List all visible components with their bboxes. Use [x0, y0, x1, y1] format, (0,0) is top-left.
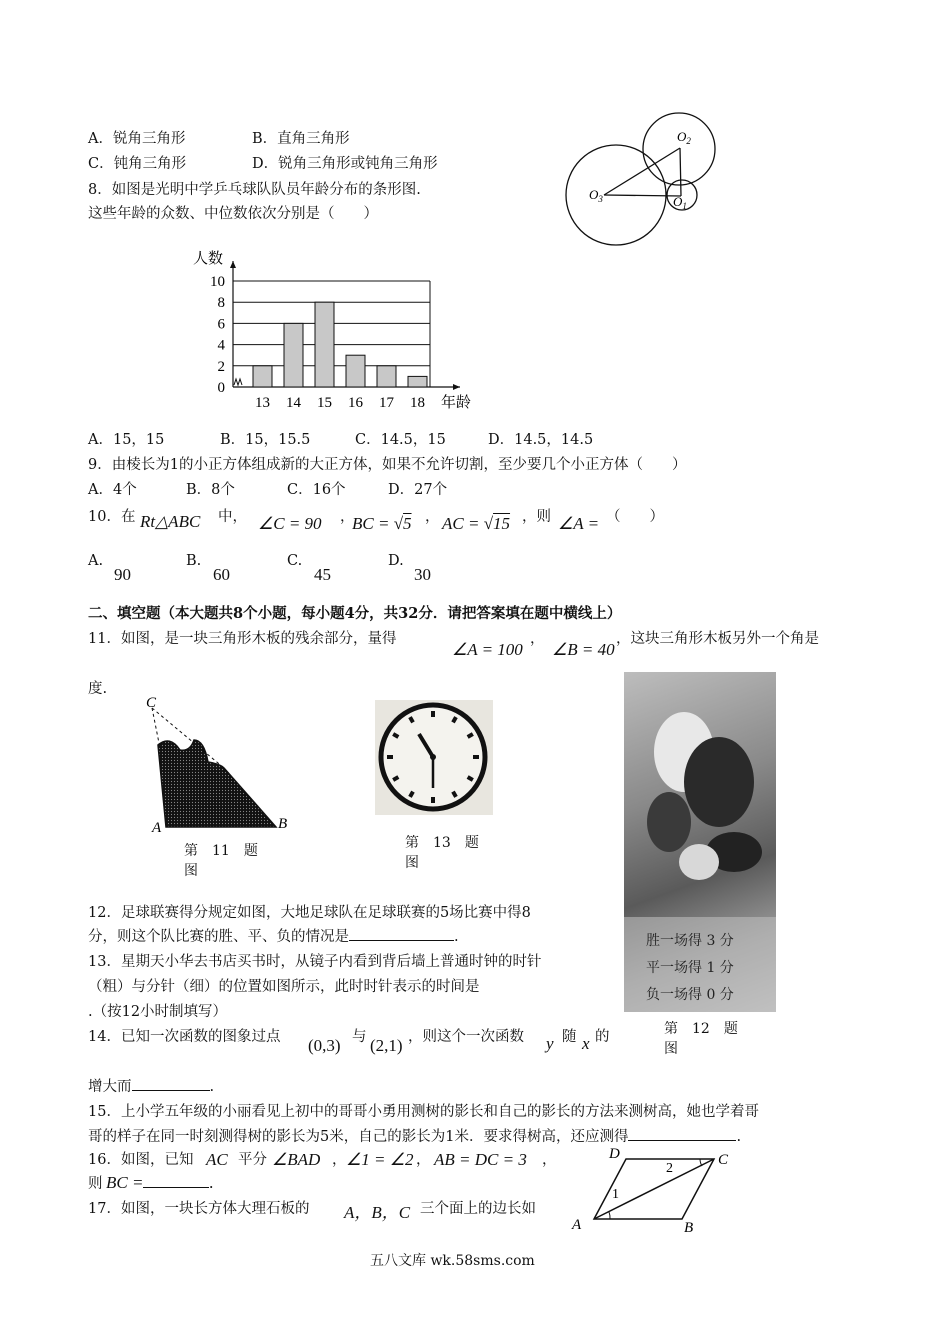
chart-ytick-label: 0 — [217, 380, 225, 396]
axis-break-mark — [234, 379, 242, 385]
clock-tick — [410, 717, 413, 722]
q14-tail: 增大而 . — [88, 1075, 214, 1096]
q14-blank[interactable] — [132, 1076, 210, 1091]
q10-triangle: Rt△ABC — [140, 512, 201, 531]
q10-angle-a: ∠A = — [558, 514, 600, 533]
q12-soccer-photo — [624, 672, 776, 1012]
q16-ac: AC — [206, 1150, 228, 1169]
clock-tick — [468, 777, 473, 780]
chart-ytick-label: 2 — [217, 358, 225, 375]
chart-ytick-label: 10 — [210, 274, 225, 290]
chart-xtick-label: 14 — [286, 395, 301, 411]
q8-option-b: B．15，15.5 — [220, 432, 311, 448]
q13-line1: 13．星期天小华去书店买书时，从镜子内看到背后墙上普通时钟的时针 — [88, 954, 542, 970]
q11-text2: ，这块三角形木板另外一个角是 — [616, 631, 819, 647]
footer-watermark: 五八文库 wk.58sms.com — [370, 1253, 535, 1269]
chart-bar — [284, 323, 303, 387]
q9-option-c: C．16个 — [287, 482, 346, 498]
q7-option-b: B．直角三角形 — [252, 131, 350, 147]
q17-text2: 三个面上的边长如 — [420, 1201, 536, 1217]
q8-line2: 这些年龄的众数、中位数依次分别是（ ） — [88, 206, 378, 222]
q10-paren: （ ） — [606, 509, 664, 525]
q14-y: y — [546, 1034, 554, 1053]
q16-bad: ∠BAD — [272, 1150, 321, 1169]
q17-abc: A，B，C — [344, 1203, 411, 1222]
q12-caption1: 第 12 题 — [664, 1021, 738, 1037]
label-o3: $O_3$ — [589, 187, 603, 204]
q10-option-b-value: 60 — [213, 565, 230, 584]
q14-de: 的 — [595, 1029, 610, 1045]
chart-ytick-label: 6 — [217, 316, 225, 333]
q9-option-d: D．27个 — [388, 482, 448, 498]
q8-option-d: D．14.5，14.5 — [488, 432, 594, 448]
q12-blank[interactable] — [349, 926, 454, 941]
q12-rule-loss: 负一场得 0 分 — [646, 987, 734, 1003]
q10-option-d-label: D. — [388, 553, 404, 569]
q7-option-a: A．锐角三角形 — [88, 131, 186, 147]
q10-comma2: ， — [425, 509, 440, 525]
q10-comma1: ， — [340, 509, 355, 525]
clock-tick — [468, 734, 473, 737]
clock-tick — [453, 717, 456, 722]
chart-xtick-label: 17 — [379, 395, 394, 411]
q12-rule-draw: 平一场得 1 分 — [646, 960, 734, 976]
q9-text: 9．由棱长为1的小正方体组成新的大正方体，如果不允许切割，至少要几个小正方体（ ） — [88, 457, 687, 473]
q13-caption1: 第 13 题 — [405, 835, 479, 851]
age-bar-chart — [185, 245, 485, 415]
q10-option-c-label: C. — [287, 553, 303, 569]
q16-comma3: ， — [542, 1152, 557, 1168]
q12-caption2: 图 — [664, 1041, 678, 1057]
q13-caption2: 图 — [405, 855, 419, 871]
q12-line1: 12．足球联赛得分规定如图，大地足球队在足球联赛的5场比赛中得8 — [88, 905, 531, 921]
q10-option-b-label: B. — [186, 553, 202, 569]
q14-with: 与 — [352, 1029, 367, 1045]
q11-caption2: 图 — [184, 863, 198, 879]
q13-line3: .（按12小时制填写） — [88, 1004, 228, 1020]
q11-angle-b: ∠B = 40 — [552, 640, 615, 659]
chart-ytick-label: 4 — [217, 337, 225, 354]
chart-xtick-label: 16 — [348, 395, 363, 411]
q15-line2: 哥的样子在同一时刻测得树的影长为5米，自己的影长为1米．要求得树高，还应测得 . — [88, 1125, 741, 1146]
q16-eq: AB = DC = 3 — [434, 1150, 527, 1169]
label-o1: $O_1$ — [673, 194, 687, 211]
circles-figure — [552, 110, 722, 250]
q16-blank[interactable] — [143, 1173, 209, 1188]
q9-option-b: B．8个 — [186, 482, 235, 498]
chart-xlabel: 年龄 — [441, 395, 472, 411]
chart-bar — [315, 302, 334, 387]
clock-tick — [393, 777, 398, 780]
clock-tick — [393, 734, 398, 737]
q11-label-a: A — [152, 820, 162, 836]
q15-blank[interactable] — [628, 1126, 736, 1141]
q16-label-a: A — [572, 1217, 582, 1233]
q16-label-d: D — [609, 1146, 620, 1162]
q11-triangle-figure — [140, 690, 300, 840]
q12-rule-win: 胜一场得 3 分 — [646, 933, 734, 949]
q16-label-b: B — [684, 1220, 694, 1236]
q14-text2: ，则这个一次函数 — [408, 1029, 524, 1045]
chart-xtick-label: 13 — [255, 395, 270, 411]
q13-clock-figure — [375, 700, 493, 815]
q12-line2: 分，则这个队比赛的胜、平、负的情况是 . — [88, 925, 459, 946]
chart-xtick-label: 18 — [410, 395, 425, 411]
q14-text1: 14．已知一次函数的图象过点 — [88, 1029, 281, 1045]
q10-option-a-value: 90 — [114, 565, 131, 584]
q10-prefix: 10．在 — [88, 509, 136, 525]
q11-caption1: 第 11 题 — [184, 843, 258, 859]
q13-line2: （粗）与分针（细）的位置如图所示，此时时针表示的时间是 — [88, 979, 480, 995]
q14-point2: (2,1) — [370, 1036, 403, 1055]
q10-then: ，则 — [522, 509, 551, 525]
chart-xtick-label: 15 — [317, 395, 332, 411]
q10-option-a-label: A. — [88, 553, 104, 569]
chart-bar — [408, 376, 427, 387]
q11-tail: 度. — [88, 681, 108, 697]
q8-option-a: A．15，15 — [88, 432, 165, 448]
q11-angle-a: ∠A = 100 — [452, 640, 523, 659]
q16-bisects: 平分 — [238, 1152, 267, 1168]
q14-sui: 随 — [562, 1029, 577, 1045]
q9-option-a: A．4个 — [88, 482, 137, 498]
q16-label-1: 1 — [612, 1187, 619, 1202]
q7-option-c: C．钝角三角形 — [88, 156, 187, 172]
q10-option-c-value: 45 — [314, 565, 331, 584]
q15-line1: 15．上小学五年级的小丽看见上初中的哥哥小勇用测树的影长和自己的影长的方法来测树高，她也学着哥 — [88, 1104, 759, 1120]
q14-point1: (0,3) — [308, 1036, 341, 1055]
q8-option-c: C．14.5，15 — [355, 432, 446, 448]
q16-bc: BC = . — [106, 1173, 214, 1192]
q11-text1: 11．如图，是一块三角形木板的残余部分，量得 — [88, 631, 397, 647]
q16-label-2: 2 — [666, 1161, 673, 1176]
q10-option-d-value: 30 — [414, 565, 431, 584]
q16-then: 则 — [88, 1176, 103, 1192]
chart-bar — [346, 355, 365, 387]
q11-label-b: B — [278, 816, 288, 832]
chart-bar — [377, 366, 396, 387]
q16-prefix: 16．如图，已知 — [88, 1152, 194, 1168]
clock-tick — [453, 792, 456, 797]
q17-text1: 17．如图，一块长方体大理石板的 — [88, 1201, 310, 1217]
q16-parallelogram-figure — [566, 1146, 746, 1236]
q10-bc: BC = √5 — [352, 514, 412, 533]
q10-ac: AC = √15 — [442, 514, 511, 533]
chart-ytick-label: 8 — [217, 295, 225, 312]
q7-option-d: D．锐角三角形或钝角三角形 — [252, 156, 438, 172]
q16-comma2: ， — [416, 1152, 431, 1168]
q16-label-c: C — [718, 1152, 729, 1168]
q10-mid: 中， — [218, 509, 247, 525]
q16-comma1: ， — [332, 1152, 347, 1168]
q11-label-c: C — [146, 695, 157, 711]
chart-bar — [253, 366, 272, 387]
q11-comma: ， — [530, 631, 545, 647]
section2-title: 二、填空题（本大题共8个小题，每小题4分，共32分．请把答案填在题中横线上） — [88, 605, 622, 622]
q14-x: x — [582, 1034, 590, 1053]
label-o2: $O_2$ — [677, 129, 691, 146]
q8-line1: 8．如图是光明中学乒乓球队队员年龄分布的条形图. — [88, 182, 421, 198]
q16-angles: ∠1 = ∠2 — [346, 1150, 414, 1169]
q10-angle-c: ∠C = 90 — [258, 514, 322, 533]
clock-tick — [410, 792, 413, 797]
chart-ylabel: 人数 — [193, 251, 224, 267]
